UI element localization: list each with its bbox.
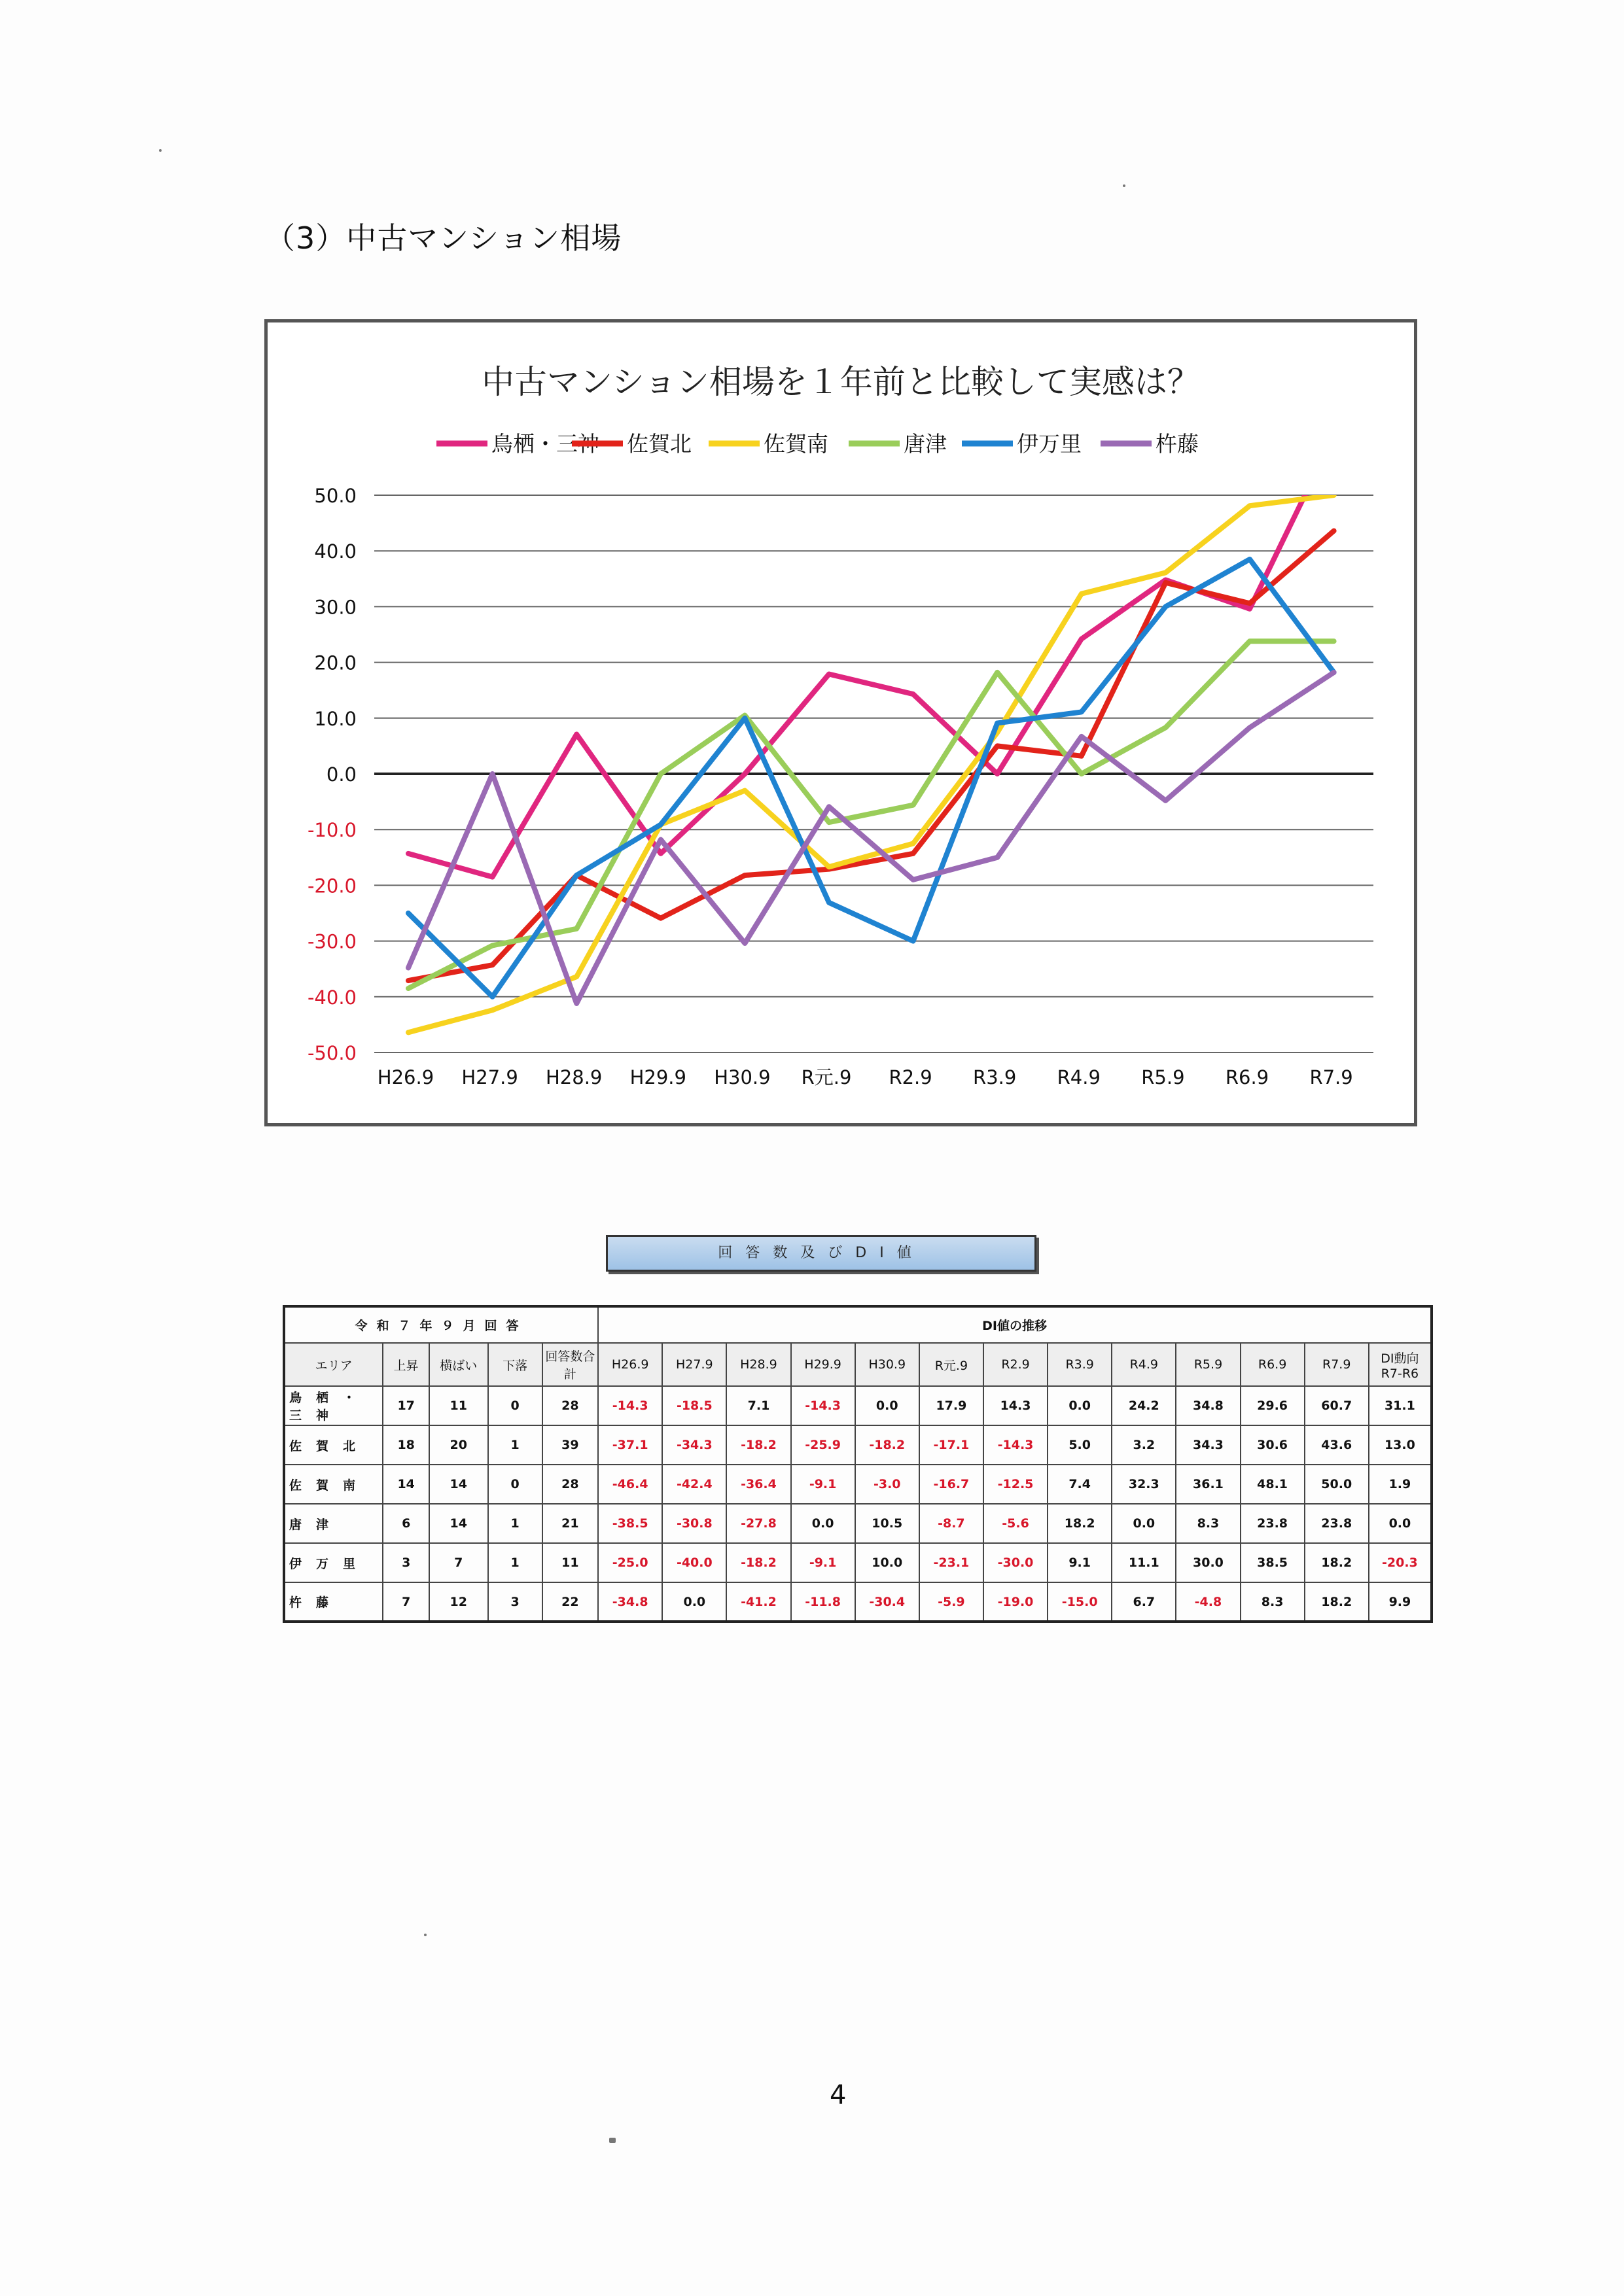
di-value: 0.0 [662, 1582, 726, 1622]
legend-label: 唐津 [904, 431, 947, 457]
di-value: 38.5 [1241, 1543, 1305, 1582]
up-count: 14 [383, 1465, 429, 1504]
di-value: 5.0 [1048, 1425, 1112, 1465]
series-line [408, 672, 1334, 1003]
di-value: -30.4 [855, 1582, 919, 1622]
column-header: H28.9 [726, 1343, 790, 1386]
di-value: 17.9 [919, 1386, 983, 1425]
table-row [284, 1504, 1432, 1543]
di-value: 18.2 [1048, 1504, 1112, 1543]
di-value: -36.4 [726, 1465, 790, 1504]
di-value: -34.8 [598, 1582, 662, 1622]
di-value: -18.2 [855, 1425, 919, 1465]
y-tick-label: 30.0 [314, 596, 357, 619]
di-value: -14.3 [983, 1425, 1048, 1465]
di-value: -12.5 [983, 1465, 1048, 1504]
total-count: 28 [542, 1386, 598, 1425]
response-period-header: 令和７年９月回答 [284, 1306, 598, 1343]
up-count: 3 [383, 1543, 429, 1582]
column-header: H27.9 [662, 1343, 726, 1386]
column-header: 横ばい [429, 1343, 488, 1386]
flat-count: 14 [429, 1504, 488, 1543]
legend-item [1101, 431, 1199, 457]
legend-label: 杵藤 [1156, 431, 1199, 457]
di-value: 11.1 [1112, 1543, 1176, 1582]
di-value: 50.0 [1305, 1465, 1369, 1504]
total-count: 11 [542, 1543, 598, 1582]
up-count: 7 [383, 1582, 429, 1622]
series-line [408, 436, 1334, 877]
di-value: 9.1 [1048, 1543, 1112, 1582]
di-value: -40.0 [662, 1543, 726, 1582]
table-row [284, 1543, 1432, 1582]
y-tick-label: 10.0 [314, 707, 357, 730]
di-value: 30.6 [1241, 1425, 1305, 1465]
di-value: 0.0 [1048, 1386, 1112, 1425]
up-count: 18 [383, 1425, 429, 1465]
column-header: 回答数合計 [542, 1343, 598, 1386]
di-value: -14.3 [791, 1386, 855, 1425]
total-count: 22 [542, 1582, 598, 1622]
column-header: H29.9 [791, 1343, 855, 1386]
y-tick-label: 50.0 [314, 485, 357, 507]
legend-label: 鳥栖・三神 [491, 431, 599, 457]
di-value: -23.1 [919, 1543, 983, 1582]
down-count: 3 [488, 1582, 542, 1622]
di-value: -27.8 [726, 1504, 790, 1543]
y-tick-label: -10.0 [307, 819, 357, 842]
section-heading: （3）中古マンション相場 [265, 220, 622, 256]
x-tick-label: H30.9 [714, 1066, 771, 1088]
di-value: -19.0 [983, 1582, 1048, 1622]
di-value: 14.3 [983, 1386, 1048, 1425]
di-value: -18.2 [726, 1425, 790, 1465]
di-value: 8.3 [1176, 1504, 1240, 1543]
di-trend: 1.9 [1369, 1465, 1432, 1504]
di-value: -5.6 [983, 1504, 1048, 1543]
legend-label: 佐賀北 [627, 431, 692, 457]
di-value: 36.1 [1176, 1465, 1240, 1504]
di-value: -16.7 [919, 1465, 983, 1504]
down-count: 1 [488, 1425, 542, 1465]
di-value: -38.5 [598, 1504, 662, 1543]
di-value: 24.2 [1112, 1386, 1176, 1425]
di-value: -18.2 [726, 1543, 790, 1582]
di-value: -18.5 [662, 1386, 726, 1425]
di-value: -37.1 [598, 1425, 662, 1465]
y-axis-ticks [308, 485, 357, 1064]
legend-label: 伊万里 [1017, 431, 1082, 457]
di-value: -9.1 [791, 1465, 855, 1504]
chart-legend [436, 431, 1199, 457]
di-value: -14.3 [598, 1386, 662, 1425]
area-name: 杵藤 [284, 1582, 383, 1622]
down-count: 0 [488, 1465, 542, 1504]
x-tick-label: R3.9 [973, 1066, 1017, 1088]
down-count: 1 [488, 1543, 542, 1582]
column-header: R7.9 [1305, 1343, 1369, 1386]
column-header: 下落 [488, 1343, 542, 1386]
di-value: -34.3 [662, 1425, 726, 1465]
di-value: -41.2 [726, 1582, 790, 1622]
di-value: 8.3 [1241, 1582, 1305, 1622]
scan-speck [609, 2138, 616, 2143]
x-tick-label: R5.9 [1141, 1066, 1185, 1088]
chart-frame [264, 319, 1417, 1126]
di-value: 0.0 [855, 1386, 919, 1425]
y-tick-label: 20.0 [314, 652, 357, 674]
series-line [408, 641, 1334, 988]
column-header: H30.9 [855, 1343, 919, 1386]
y-tick-label: -40.0 [307, 986, 357, 1009]
x-tick-label: R4.9 [1057, 1066, 1101, 1088]
total-count: 28 [542, 1465, 598, 1504]
di-value: 43.6 [1305, 1425, 1369, 1465]
legend-item [962, 431, 1082, 457]
column-header: R4.9 [1112, 1343, 1176, 1386]
flat-count: 7 [429, 1543, 488, 1582]
table-row [284, 1386, 1432, 1425]
x-tick-label: H29.9 [629, 1066, 686, 1088]
di-value: 3.2 [1112, 1425, 1176, 1465]
area-name: 佐賀北 [284, 1425, 383, 1465]
table-row [284, 1425, 1432, 1465]
legend-item [709, 431, 828, 457]
x-tick-label: R元.9 [801, 1066, 852, 1088]
di-value: 30.0 [1176, 1543, 1240, 1582]
di-value: -30.0 [983, 1543, 1048, 1582]
up-count: 17 [383, 1386, 429, 1425]
chart-title: 中古マンション相場を１年前と比較して実感は？ [482, 363, 1200, 401]
x-tick-label: H27.9 [461, 1066, 518, 1088]
di-value: -17.1 [919, 1425, 983, 1465]
di-value: -4.8 [1176, 1582, 1240, 1622]
area-name: 伊万里 [284, 1543, 383, 1582]
line-chart [268, 322, 1414, 1123]
di-value: -46.4 [598, 1465, 662, 1504]
di-value: 18.2 [1305, 1582, 1369, 1622]
up-count: 6 [383, 1504, 429, 1543]
column-header: R5.9 [1176, 1343, 1240, 1386]
di-value: -5.9 [919, 1582, 983, 1622]
page-number: 4 [830, 2080, 847, 2110]
di-trend: 13.0 [1369, 1425, 1432, 1465]
y-tick-label: -30.0 [307, 930, 357, 953]
di-value: 23.8 [1305, 1504, 1369, 1543]
y-tick-label: -20.0 [307, 875, 357, 897]
di-trend-header: DI値の推移 [598, 1306, 1432, 1343]
column-header-row [284, 1343, 1432, 1386]
scan-speck [424, 1934, 427, 1936]
di-value: 10.0 [855, 1543, 919, 1582]
di-value: 18.2 [1305, 1543, 1369, 1582]
di-trend: -20.3 [1369, 1543, 1432, 1582]
di-trend: 0.0 [1369, 1504, 1432, 1543]
total-count: 39 [542, 1425, 598, 1465]
legend-label: 佐賀南 [764, 431, 828, 457]
down-count: 0 [488, 1386, 542, 1425]
x-axis-ticks [378, 1066, 1353, 1088]
di-value: 32.3 [1112, 1465, 1176, 1504]
x-tick-label: R6.9 [1225, 1066, 1269, 1088]
column-header: R3.9 [1048, 1343, 1112, 1386]
area-name: 唐津 [284, 1504, 383, 1543]
di-value: 48.1 [1241, 1465, 1305, 1504]
legend-item [849, 431, 947, 457]
trend-header-line2: R7-R6 [1381, 1366, 1419, 1381]
di-value: -30.8 [662, 1504, 726, 1543]
di-value: -3.0 [855, 1465, 919, 1504]
di-trend: 9.9 [1369, 1582, 1432, 1622]
total-count: 21 [542, 1504, 598, 1543]
column-header: H26.9 [598, 1343, 662, 1386]
column-header: 上昇 [383, 1343, 429, 1386]
di-banner: 回答数及びDI値 [606, 1235, 1036, 1272]
di-table-body [284, 1386, 1432, 1622]
series-line [408, 495, 1334, 1032]
di-value: 7.1 [726, 1386, 790, 1425]
column-header: R2.9 [983, 1343, 1048, 1386]
y-tick-label: -50.0 [307, 1042, 357, 1064]
x-tick-label: H28.9 [546, 1066, 603, 1088]
di-value: -42.4 [662, 1465, 726, 1504]
column-header: R6.9 [1241, 1343, 1305, 1386]
table-row [284, 1582, 1432, 1622]
area-name: 佐賀南 [284, 1465, 383, 1504]
di-table [283, 1305, 1433, 1623]
trend-column-header [1369, 1343, 1432, 1386]
di-value: -25.0 [598, 1543, 662, 1582]
chart-grid [374, 495, 1373, 1052]
x-tick-label: R7.9 [1309, 1066, 1353, 1088]
plot-area [408, 436, 1334, 1032]
di-value: 0.0 [791, 1504, 855, 1543]
column-header: エリア [284, 1343, 383, 1386]
di-value: 60.7 [1305, 1386, 1369, 1425]
di-value: 34.3 [1176, 1425, 1240, 1465]
table-row [284, 1465, 1432, 1504]
di-value: 23.8 [1241, 1504, 1305, 1543]
trend-header-line1: DI動向 [1381, 1351, 1419, 1366]
di-value: 29.6 [1241, 1386, 1305, 1425]
di-trend: 31.1 [1369, 1386, 1432, 1425]
column-header: R元.9 [919, 1343, 983, 1386]
di-value: -25.9 [791, 1425, 855, 1465]
di-value: -9.1 [791, 1543, 855, 1582]
y-tick-label: 40.0 [314, 540, 357, 563]
di-value: 6.7 [1112, 1582, 1176, 1622]
series-line [408, 531, 1334, 981]
flat-count: 20 [429, 1425, 488, 1465]
di-value: 34.8 [1176, 1386, 1240, 1425]
di-value: 0.0 [1112, 1504, 1176, 1543]
di-value: -11.8 [791, 1582, 855, 1622]
x-tick-label: R2.9 [889, 1066, 932, 1088]
flat-count: 14 [429, 1465, 488, 1504]
scan-speck [1123, 184, 1125, 187]
di-value: -8.7 [919, 1504, 983, 1543]
scan-speck [159, 149, 162, 152]
flat-count: 12 [429, 1582, 488, 1622]
di-value: 7.4 [1048, 1465, 1112, 1504]
y-tick-label: 0.0 [326, 763, 357, 786]
down-count: 1 [488, 1504, 542, 1543]
di-value: -15.0 [1048, 1582, 1112, 1622]
x-tick-label: H26.9 [377, 1066, 434, 1088]
flat-count: 11 [429, 1386, 488, 1425]
area-name: 鳥栖・三神 [284, 1386, 383, 1425]
di-value: 10.5 [855, 1504, 919, 1543]
